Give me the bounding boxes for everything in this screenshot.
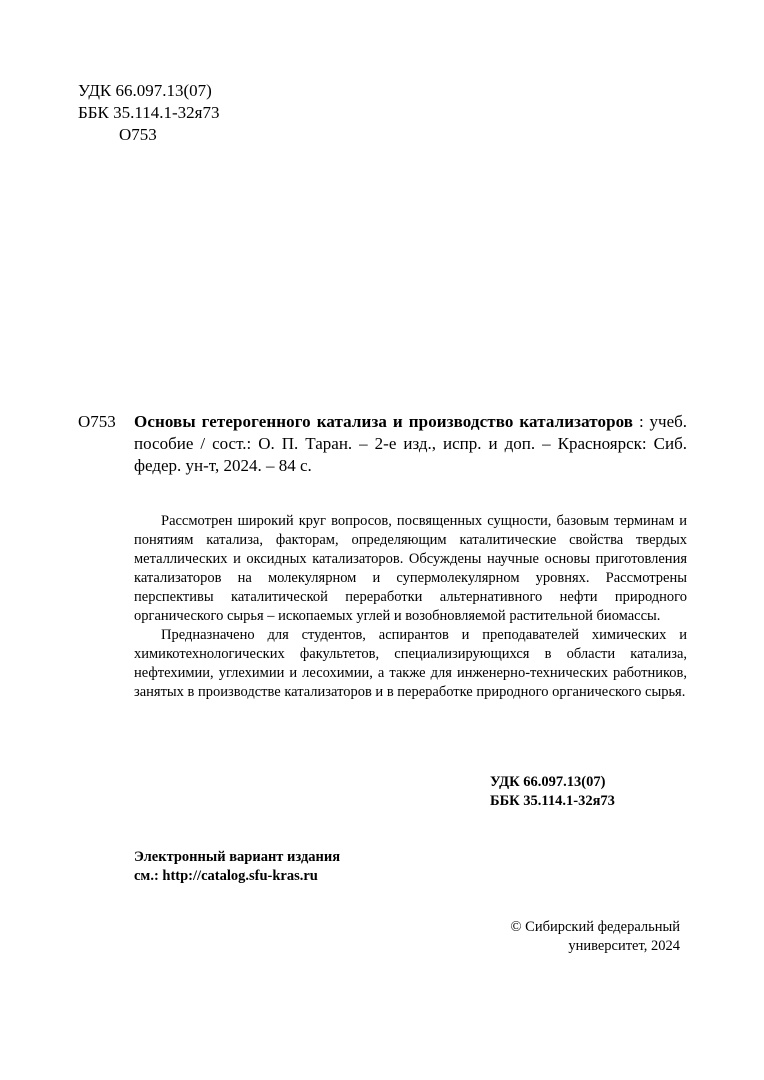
bibliographic-record bbox=[134, 411, 687, 477]
copyright-line: © Сибирский федеральный bbox=[510, 919, 680, 935]
classification-header bbox=[78, 80, 219, 146]
abstract-paragraph: Рассмотрен широкий круг вопросов, посвященных сущности, базовым терминам и понятиям катализа, фактoрам, определяющим каталитические свойства твердых металлических и оксидных катализаторов. Обсуждены научные основы приготовления катализаторов на молекулярном и супермолекулярном уровнях. Рассмотрены перспективы каталитической переработки альтернативного нефти природного органического сырья – ископаемых углей и возобновляемой растительной биомассы. bbox=[134, 513, 687, 624]
classification-codes bbox=[490, 773, 615, 811]
bibliography-author-sign: О753 bbox=[78, 412, 116, 431]
udk-code-bold: УДК 66.097.13(07) bbox=[490, 774, 606, 790]
abstract bbox=[134, 512, 687, 702]
copyright-notice bbox=[480, 918, 680, 956]
udk-code: УДК 66.097.13(07) bbox=[78, 81, 212, 100]
electronic-label: Электронный вариант издания bbox=[134, 849, 341, 865]
bbk-code: ББК 35.114.1-32я73 bbox=[78, 103, 220, 122]
electronic-version-note bbox=[134, 848, 340, 886]
abstract-paragraph: Предназначено для студентов, аспирантов и преподавателей химических и химикотехнологических факультетов, специализирующихся в области катализа, нефтехимии, углехимии и лесохимии, а также для инженерно-технических работников, занятых в производстве катализаторов и в переработке природного органического сырья. bbox=[134, 627, 687, 700]
catalog-link: см.: http://catalog.sfu-kras.ru bbox=[134, 868, 318, 884]
book-details: : учеб. пособие / сост.: О. П. Таран. – 2-е изд., испр. и доп. – Красноярск: Сиб. федер. ун-т, 2024. – 84 с. bbox=[134, 412, 688, 475]
bbk-code-bold: ББК 35.114.1-32я73 bbox=[490, 793, 615, 809]
copyright-line: университет, 2024 bbox=[568, 938, 680, 954]
book-title: Основы гетерогенного катализа и производство катализаторов bbox=[134, 412, 634, 431]
author-sign: О753 bbox=[119, 125, 157, 144]
